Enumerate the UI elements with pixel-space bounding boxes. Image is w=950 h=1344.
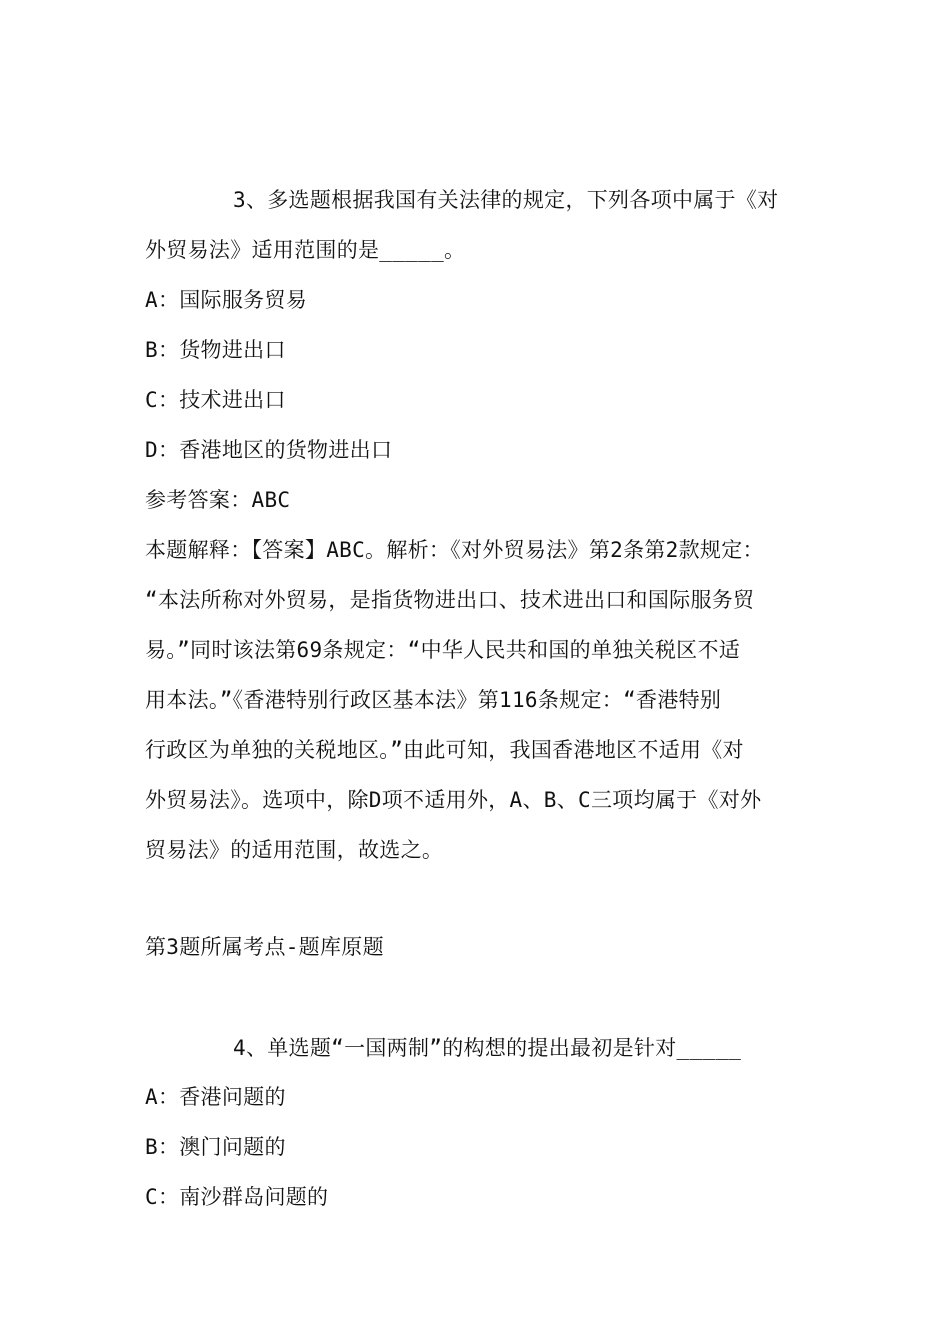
question-3-topic: 第3题所属考点-题库原题 — [145, 935, 384, 959]
question-3-option-a: A：国际服务贸易 — [145, 288, 308, 312]
question-3-option-b: B：货物进出口 — [145, 338, 286, 362]
question-4-option-c: C：南沙群岛问题的 — [145, 1185, 329, 1209]
question-3-answer: 参考答案：ABC — [145, 488, 291, 512]
question-3-explanation-line: 用本法。”《香港特别行政区基本法》第116条规定：“香港特别 — [145, 688, 722, 712]
question-3-explanation-line: 行政区为单独的关税地区。”由此可知，我国香港地区不适用《对 — [145, 738, 744, 762]
question-3-explanation-line: “本法所称对外贸易，是指货物进出口、技术进出口和国际服务贸 — [145, 588, 755, 612]
question-3-option-c: C：技术进出口 — [145, 388, 286, 412]
question-3-explanation-line: 贸易法》的适用范围，故选之。 — [145, 838, 444, 862]
question-4-option-a: A：香港问题的 — [145, 1085, 286, 1109]
question-4-option-b: B：澳门问题的 — [145, 1135, 286, 1159]
question-3-explanation-line: 外贸易法》。选项中，除D项不适用外，A、B、C三项均属于《对外 — [145, 788, 762, 812]
question-3-explanation-line: 易。”同时该法第69条规定：“中华人民共和国的单独关税区不适 — [145, 638, 741, 662]
question-3-option-d: D：香港地区的货物进出口 — [145, 438, 393, 462]
question-3-explanation-line: 本题解释：【答案】ABC。解析：《对外贸易法》第2条第2款规定： — [145, 538, 764, 562]
question-3-stem-line-1: 3、多选题根据我国有关法律的规定，下列各项中属于《对 — [233, 188, 779, 212]
question-3-stem-line-2: 外贸易法》适用范围的是_____。 — [145, 238, 466, 262]
question-4-stem-line-1: 4、单选题“一国两制”的构想的提出最初是针对_____ — [233, 1036, 742, 1060]
